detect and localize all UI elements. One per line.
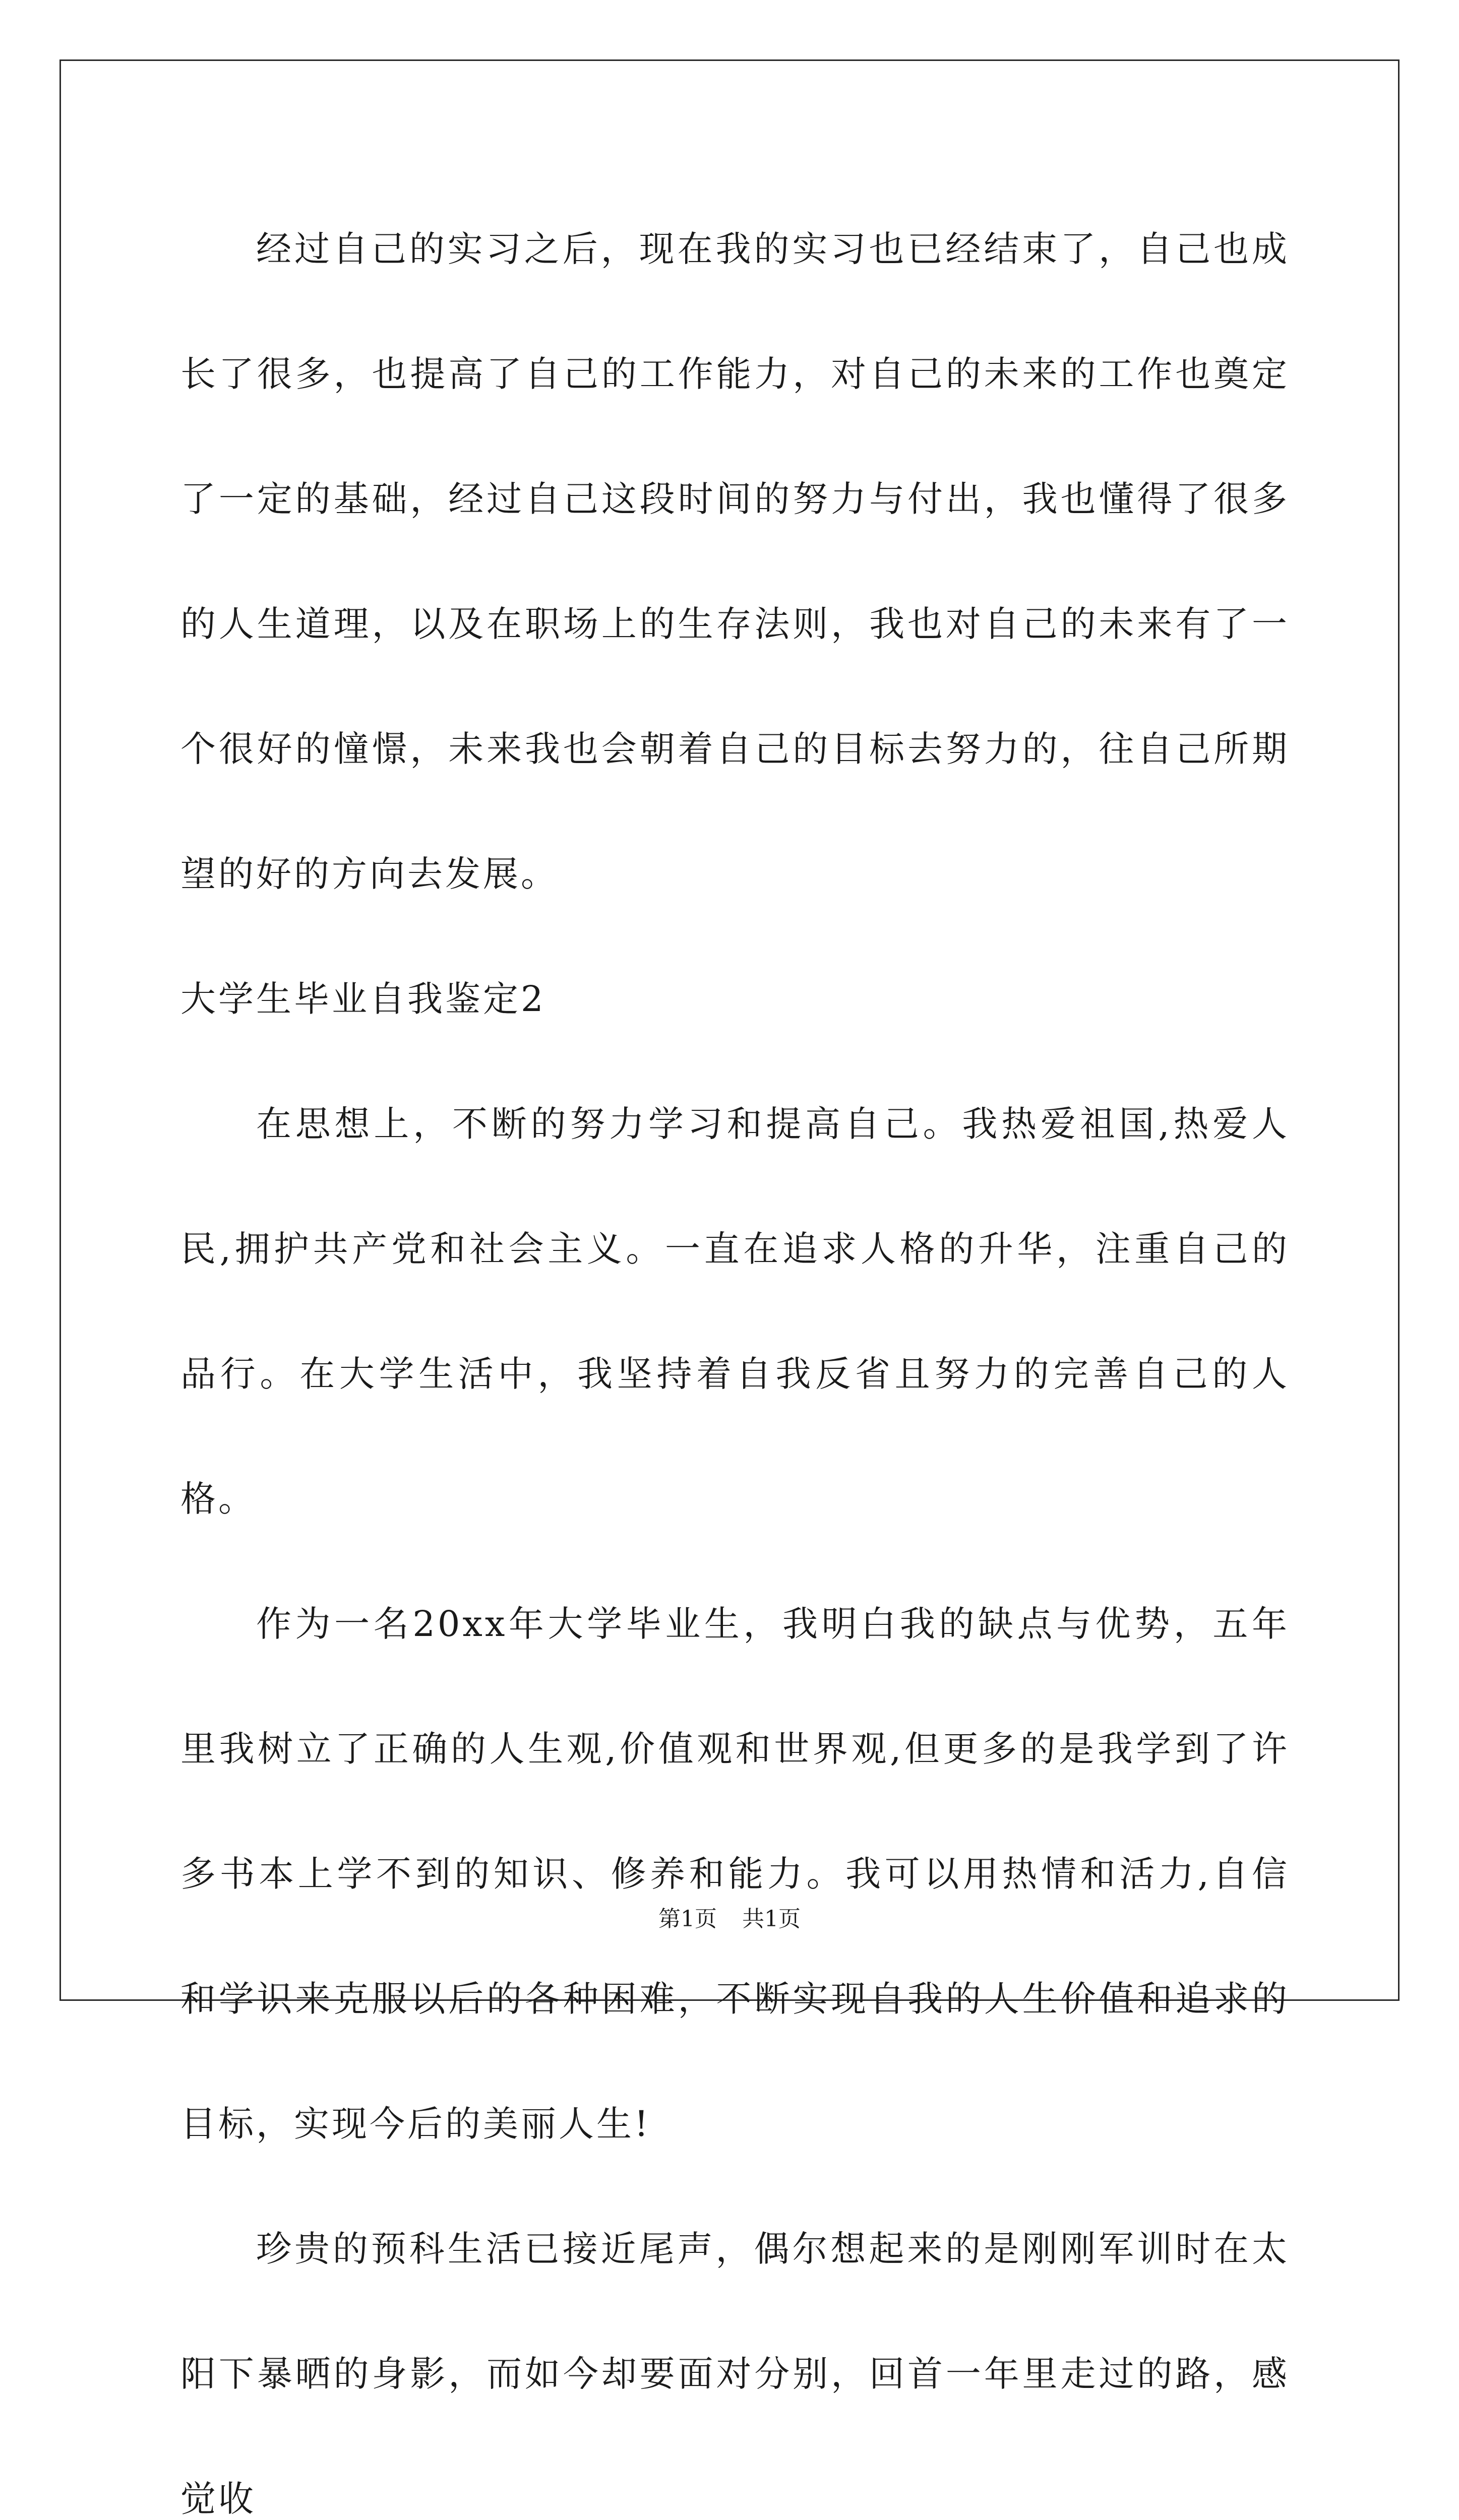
page-total: 共1页 [742,1906,801,1932]
section-heading: 大学生毕业自我鉴定2 [180,978,546,1020]
document-body [180,186,1290,2520]
paragraph-preparatory-life: 珍贵的预科生活已接近尾声，偶尔想起来的是刚刚军训时在太阳下暴晒的身影，而如今却要面对分别，回首一年里走过的路，感觉收 [180,2228,1290,2519]
paragraph-graduate-strengths: 作为一名20xx年大学毕业生，我明白我的缺点与优势，五年里我树立了正确的人生观,价值观和世界观,但更多的是我学到了许多书本上学不到的知识、修养和能力。我可以用热情和活力,自信和学识来克服以后的各种困难，不断实现自我的人生价值和追求的目标，实现今后的美丽人生! [180,1603,1290,2145]
page-number: 第1页 [658,1906,717,1932]
paragraph-internship-summary: 经过自己的实习之后，现在我的实习也已经结束了，自己也成长了很多，也提高了自己的工作能力，对自己的未来的工作也奠定了一定的基础，经过自己这段时间的努力与付出，我也懂得了很多的人生道理，以及在职场上的生存法则，我也对自己的未来有了一个很好的憧憬，未来我也会朝着自己的目标去努力的，往自己所期望的好的方向去发展。 [180,228,1290,895]
paragraph-ideology: 在思想上，不断的努力学习和提高自己。我热爱祖国,热爱人民,拥护共产党和社会主义。一直在追求人格的升华，注重自己的品行。在大学生活中，我坚持着自我反省且努力的完善自己的人格。 [180,1103,1290,1520]
page-footer [0,1904,1459,1934]
